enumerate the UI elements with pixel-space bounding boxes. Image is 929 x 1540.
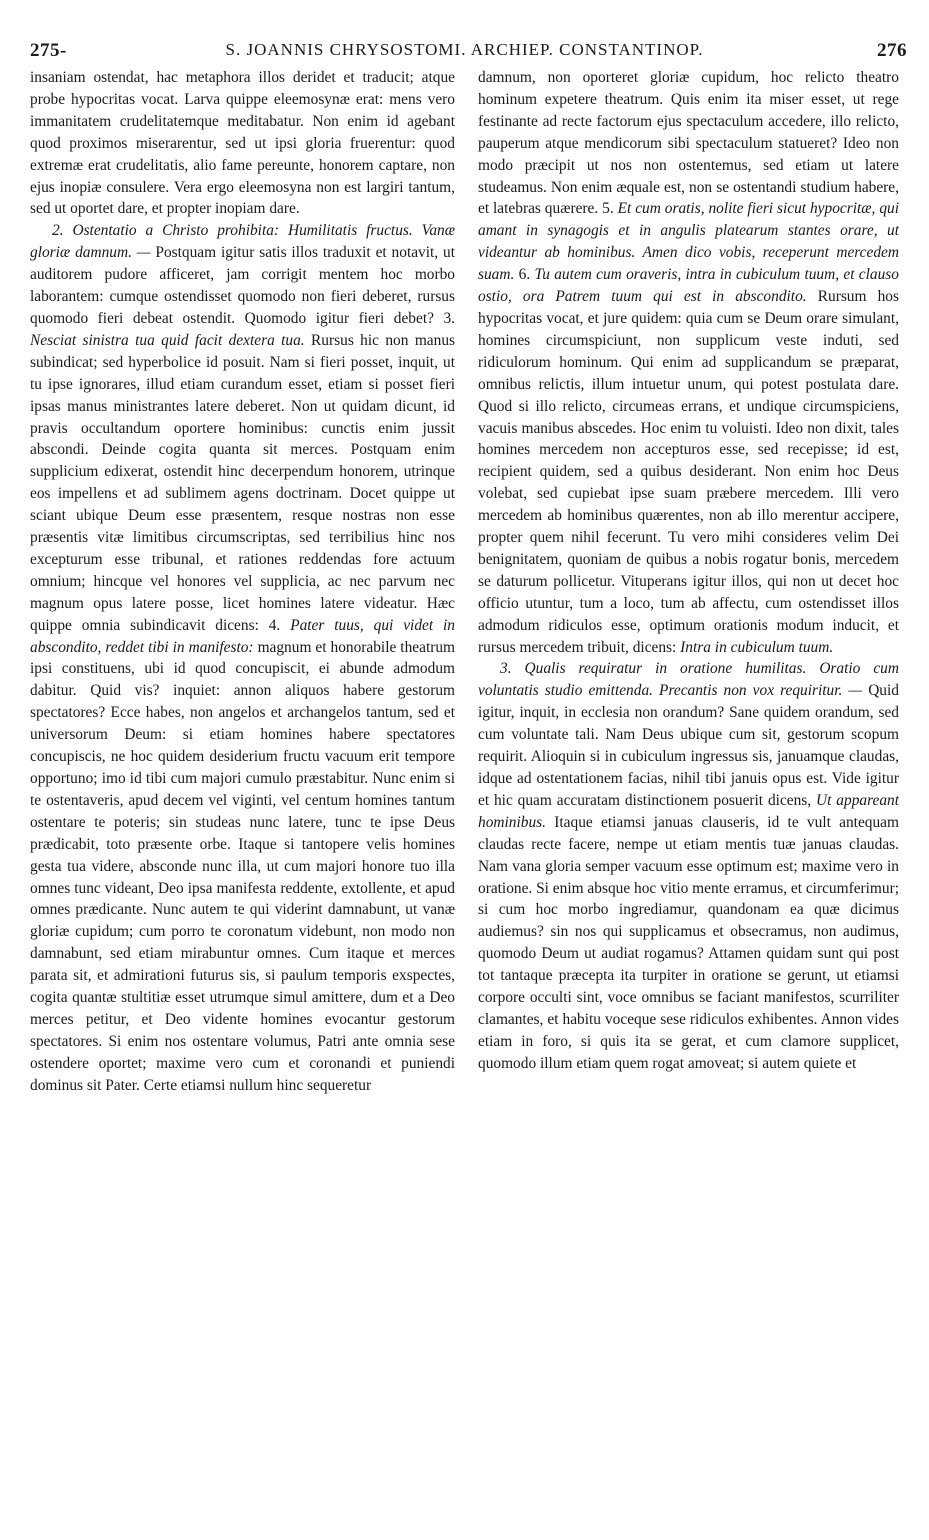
left-paragraph-1: insaniam ostendat, hac metaphora illos deridet et traducit; atque probe hypocritas vocat. Larva quippe eleemosynæ erat: mens vero immanitatem crudelitatemque meditabatur. Non enim id agebant quod proximos miserarentur, sed ut ipsi gloria fruerentur: quod extremæ erat crudelitatis, alio fame pereunte, honorem captare, non ejus inopiæ consulere. Vera ergo eleemosyna non est largiri tantum, sed ut oportet dare, et propter inopiam dare.: [30, 69, 455, 218]
body-text: Itaque etiamsi januas clauseris, id te vult antequam claudas recte facere, nempe ut etiam mentis tuæ januas claudas. Nam vana gloria semper vacuum esse optimum est; maxime vero in oratione. Si enim absque hoc vitio mente erramus, et circumferimur; si cum hoc morbo ingrediamur, quandonam ea quæ dicimus audiemus? sin nos qui supplicamus et obsecramus, non audimus, quomodo Deum ut audiat rogamus? Attamen quidam sunt qui post tot tantaque præcepta ita turpiter in oratione se gerunt, ut etiamsi corpore occulti sint, voce omnibus se faciant manifestos, scurriliter clamantes, et habitu voceque sese ridiculos exhibentes. Annon vides etiam in foro, si quis ita se gerat, et cum clamore supplicet, quomodo illum etiam quem rogat amoveat; si autem quiete et: [478, 813, 899, 1072]
right-page-number: 276: [877, 40, 907, 61]
body-text: damnum, non oporteret gloriæ cupidum, hoc relicto theatro hominum expetere theatrum. Quis enim ita miser esset, ut rege festinante ad recte factorum ejus spectaculum accedere, illo relicto, pauperum atque mendicorum sibi spectaculum statueret? Ideo non modo præcipit ut nos non ostentemus, sed etiam ut latere studeamus. Non enim æquale est, non se ostentandi studium habere, et latebras quærere. 5.: [478, 69, 899, 218]
body-text: Postquam igitur satis illos traduxit et notavit, ut auditorem pudore afficeret, jam corrigit mentem hoc morbo laborantem: cumque ostendisset quomodo non fieri deberet, rursus quomodo fieri debeat ostendit. Quomodo igitur fieri debet? 3.: [30, 244, 455, 327]
scripture-quote: Pater tuus, qui videt in abscondito, reddet tibi in manifesto:: [30, 616, 455, 656]
scripture-quote: Ut appareant hominibus.: [478, 791, 899, 831]
running-title: S. JOANNIS CHRYSOSTOMI. ARCHIEP. CONSTANTINOP.: [225, 40, 704, 59]
body-text: 6.: [518, 266, 531, 284]
left-paragraph-2: [30, 220, 455, 1096]
body-text: Quid igitur, inquit, in ecclesia non orandum? Sane quidem orandum, sed cum voluntate tali. Nam Deus ubique cum sit, gestorum scopum requirit. Alioquin si in cubiculum ingressus sis, januamque claudas, idque ad ostentationem facias, nihil tibi januis opus est. Vide igitur et hic quam accuratam distinctionem posuerit dicens,: [478, 682, 899, 809]
body-text: Rursus hic non manus subindicat; sed hyperbolice id posuit. Nam si fieri posset, inquit, ut tu ipse ignorares, illud etiam curandum esset, etiam si posset fieri ipsas manus ministrantes latere deberet. Non ut quidam dicunt, id pravis occultandum oportere hominibus: cunctis enim jussit abscondi. Deinde cogita quanta sit merces. Postquam enim supplicium edixerat, ostendit hinc decerpendum honorem, utrinque eos impellens et ad sublimem agens doctrinam. Docet quippe ut sciant ubique Deum esse præsentem, resque nostras non esse præsentis vitæ limitibus circumscriptas, sed terribilius hinc nos excepturum esse tribunal, et rationes reddendas fore actuum omnium; hincque vel honores vel supplicia, ac nec parvum nec magnum opus latere posse, licet homines latere videatur. Hæc quippe omnia subindicavit dicens: 4.: [30, 331, 455, 634]
right-paragraph-1: [478, 67, 899, 658]
scripture-quote: Intra in cubiculum tuum.: [680, 638, 834, 656]
left-page-number: 275-: [30, 40, 67, 61]
scripture-quote: Tu autem cum oraveris, intra in cubiculum tuum, et clauso ostio, ora Patrem tuum qui est in abscondito.: [478, 266, 899, 306]
page-header: [0, 0, 929, 70]
body-text: magnum et honorabile theatrum ipsi constituens, ubi id quod concupiscit, ei abunde admodum dabitur. Quid vis? inquiet: annon aliquos habere gestorum spectatores? Ecce habes, non angelos et archangelos tantum, sed et universorum Deum: si etiam homines habere spectatores concupiscis, ne hoc quidem desiderium fructu vacuum erit tempore opportuno; imo id tibi cum majori cumulo præstabitur. Nunc enim si te ostentaveris, apud decem vel viginti, vel centum homines tantum ostentare te poteris; sin studeas nunc latere, tunc te ipse Deus prædicabit, toto præsente orbe. Itaque si tantopere velis homines gesta tua videre, absconde nunc illa, ut cum majori honore tuo illa omnes tunc videant, Deo ipsa manifesta reddente, extollente, et apud omnes prædicante. Nunc autem te qui viderint damnabunt, ut vanæ gloriæ cupidum; cum porro te coronatum videbunt, non modo non damnabunt, sed etiam mirabuntur omnes. Cum itaque et merces parata sit, et admirationi futurus sis, si paulum temporis exspectes, cogita quantæ stultitiæ esset utrumque simul amittere, dum et a Deo merces petitur, et Deo vidente homines evocantur gestorum spectatores. Si enim nos ostentare volumus, Patri ante omnia sese ostendere oportet; maxime vero cum et coronandi et puniendi dominus sit Pater. Certe etiamsi nullum hinc sequeretur: [30, 638, 455, 1094]
right-paragraph-2: [478, 658, 899, 1074]
body-text: Rursum hos hypocritas vocat, et jure quidem: quia cum se Deum orare simulant, homines circumspiciunt, non supplicum veste induti, sed ridiculorum hominum. Qui enim ad supplicandum se præparat, omnibus relictis, illum intuetur unum, qui potest postulata dare. Quod si illo relicto, circumeas errans, et undique circumspiciens, vacuis manibus abscedes. Hoc enim tu voluisti. Ideo non dixit, tales homines mercedem non accepturos esse, sed recepisse; id est, recipient quidem, sed a quibus desiderant. Non enim hoc Deus volebat, sed cupiebat ipse suam præbere mercedem. Illi vero mercedem ab hominibus quærentes, non ab illo merentur accipere, propter quem nihil fecerunt. Tu vero mihi consideres velim Dei benignitatem, quoniam de quibus a nobis rogatur bonis, mercedem se daturum pollicetur. Vituperans igitur illos, qui non ut decet hoc officio utuntur, tum a loco, tum ab affectu, cum ostendisset illos admodum ridiculos esse, optimum orationis modum inducit, et rursus mercedem tribuit, dicens:: [478, 288, 899, 656]
scripture-quote: Et cum oratis, nolite fieri sicut hypocritæ, qui amant in synagogis et in angulis platearum stantes orare, ut videantur ab hominibus. Amen dico vobis, receperunt mercedem suam.: [478, 200, 899, 284]
section-heading-2: 2. Ostentatio a Christo prohibita: Humilitatis fructus. Vanæ gloriæ damnum. —: [30, 222, 455, 262]
right-column: [478, 67, 899, 1532]
section-heading-3: 3. Qualis requiratur in oratione humilitas. Oratio cum voluntatis studio emittenda. Precantis non vox requiritur. —: [478, 660, 899, 700]
left-column: [30, 67, 455, 1532]
scripture-quote: Nesciat sinistra tua quid facit dextera tua.: [30, 331, 305, 349]
